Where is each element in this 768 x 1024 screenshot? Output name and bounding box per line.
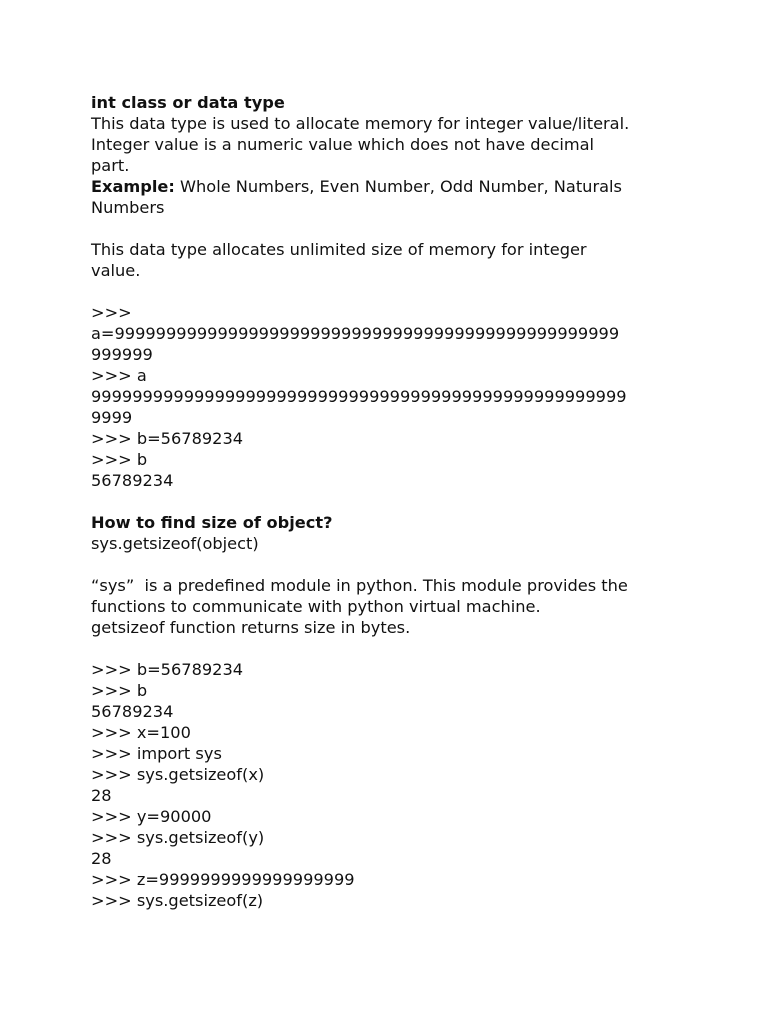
code-line: 28 (91, 849, 112, 868)
code-line: >>> a (91, 366, 147, 385)
code-line: 9999 (91, 408, 133, 427)
code-line: a=9999999999999999999999999999999999999999999999999 (91, 324, 620, 343)
example-label: Example: (91, 177, 175, 196)
spacer (91, 491, 691, 512)
paragraph-line: This data type is used to allocate memory for integer value/literal. (91, 114, 630, 133)
code-line: >>> y=90000 (91, 807, 212, 826)
document-page (91, 92, 691, 911)
code-line: >>> b=56789234 (91, 660, 244, 679)
code-line: >>> import sys (91, 744, 222, 763)
paragraph-line: Integer value is a numeric value which does not have decimal (91, 135, 595, 154)
code-line: 56789234 (91, 702, 174, 721)
code-line: 9999999999999999999999999999999999999999999999999999 (91, 387, 627, 406)
paragraph-line: This data type allocates unlimited size of memory for integer (91, 240, 587, 259)
paragraph-line: “sys” is a predefined module in python. This module provides the (91, 576, 628, 595)
spacer (91, 281, 691, 302)
paragraph-line: part. (91, 156, 130, 175)
code-line: 28 (91, 786, 112, 805)
spacer (91, 638, 691, 659)
example-text-continued: Numbers (91, 198, 165, 217)
code-line: >>> b (91, 450, 148, 469)
syntax-line: sys.getsizeof(object) (91, 534, 259, 553)
code-line: 999999 (91, 345, 153, 364)
section-heading-int-class: int class or data type (91, 93, 285, 112)
paragraph-line: value. (91, 261, 141, 280)
spacer (91, 218, 691, 239)
code-line: >>> b=56789234 (91, 429, 244, 448)
code-line: >>> sys.getsizeof(z) (91, 891, 264, 910)
example-text: Whole Numbers, Even Number, Odd Number, Naturals (174, 177, 622, 196)
paragraph-line: functions to communicate with python virtual machine. (91, 597, 541, 616)
spacer (91, 554, 691, 575)
section-heading-find-size: How to find size of object? (91, 513, 333, 532)
paragraph-line: getsizeof function returns size in bytes. (91, 618, 411, 637)
example-line (91, 176, 691, 197)
code-line: >>> x=100 (91, 723, 191, 742)
code-line: >>> sys.getsizeof(y) (91, 828, 265, 847)
code-line: 56789234 (91, 471, 174, 490)
code-line: >>> sys.getsizeof(x) (91, 765, 265, 784)
code-line: >>> (91, 303, 132, 322)
code-line: >>> z=9999999999999999999 (91, 870, 355, 889)
code-line: >>> b (91, 681, 148, 700)
